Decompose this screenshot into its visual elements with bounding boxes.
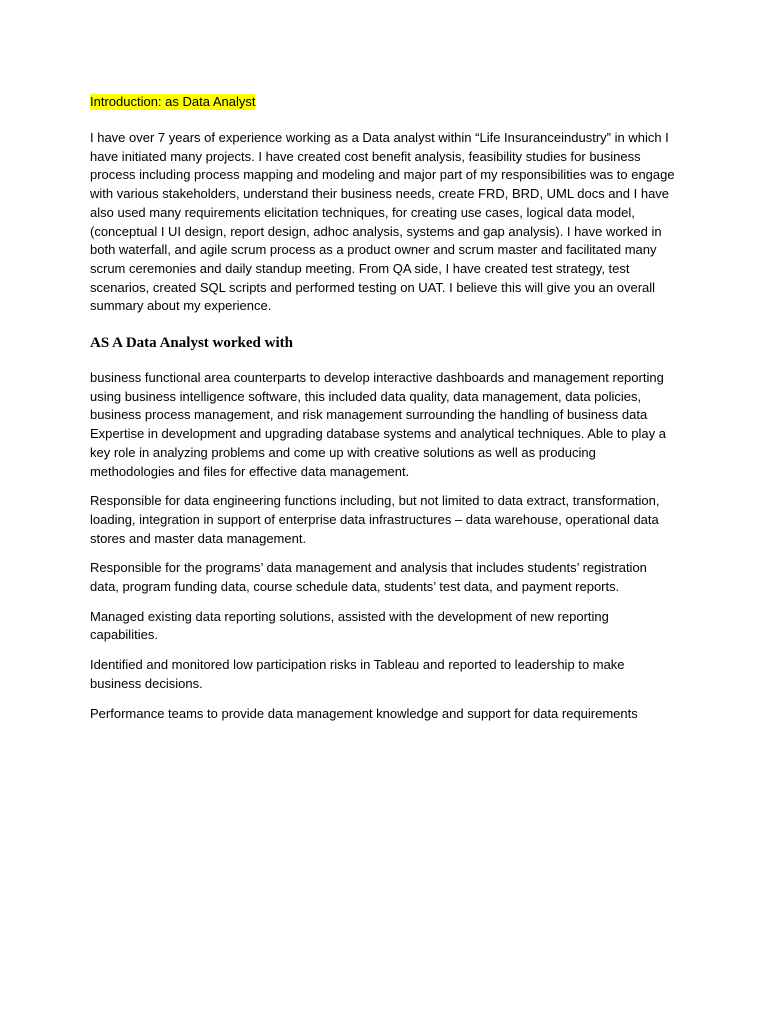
body-paragraph-6: Performance teams to provide data management knowledge and support for data requirements — [90, 705, 638, 721]
section-heading: AS A Data Analyst worked with — [90, 335, 293, 352]
intro-heading — [90, 92, 678, 111]
document-body — [90, 92, 678, 734]
body-paragraph-2: Responsible for data engineering functions including, but not limited to data extract, transformation, loading, integration in support of enterprise data infrastructures – data warehouse, operational data stores and master data management. — [90, 493, 660, 546]
body-paragraph-4: Managed existing data reporting solutions, assisted with the development of new reporting capabilities. — [90, 608, 609, 643]
body-paragraph-3: Responsible for the programs’ data management and analysis that includes students’ registration data, program funding data, course schedule data, students’ test data, and payment reports. — [90, 560, 647, 595]
intro-paragraph: I have over 7 years of experience working as a Data analyst within “Life Insuranceindustry” in which I have initiated many projects. I have created cost benefit analysis, feasibility studies for business process including process mapping and modeling and major part of my responsibilities was to engage with various stakeholders, understand their business needs, create FRD, BRD, UML docs and I have also used many requirements elicitation techniques, for creating use cases, logical data model, (conceptual I UI design, report design, adhoc analysis, systems and gap analysis). I have worked in both waterfall, and agile scrum process as a product owner and scrum master and facilitated many scrum ceremonies and daily standup meeting. From QA side, I have created test strategy, test scenarios, created SQL scripts and performed testing on UAT. I believe this will give you an overall summary about my experience. — [90, 130, 675, 314]
intro-heading-text: Introduction: as Data Analyst — [90, 94, 256, 109]
body-paragraph-5: Identified and monitored low participation risks in Tableau and reported to leadership to make business decisions. — [90, 657, 625, 691]
body-paragraph-1: business functional area counterparts to develop interactive dashboards and management reporting using business intelligence software, this included data quality, data management, data policies, business process management, and risk management surrounding the handling of business data Expertise in development and upgrading database systems and analytical techniques. Able to play a key role in analyzing problems and come up with creative solutions as well as producing methodologies and files for effective data management. — [90, 370, 666, 479]
